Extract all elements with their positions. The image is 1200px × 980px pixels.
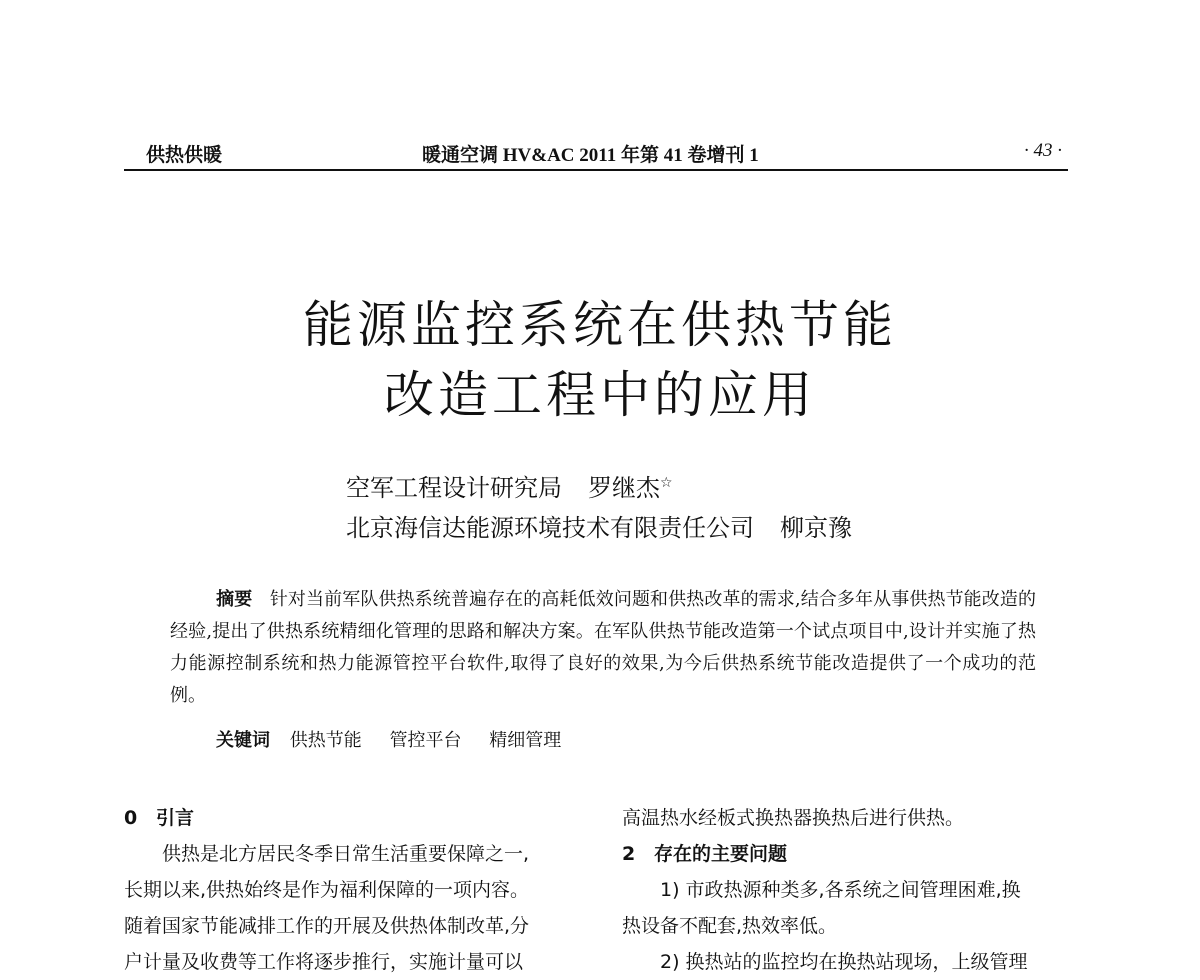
section-2-heading	[622, 836, 1082, 872]
paper-title-line-2: 改造工程中的应用	[384, 366, 816, 424]
header-section: 供热供暖	[146, 144, 223, 166]
author-2-affiliation: 北京海信达能源环境技术有限责任公司	[346, 514, 754, 542]
author-2-name: 柳京豫	[780, 514, 852, 542]
keywords	[216, 726, 583, 752]
right-column	[622, 800, 1082, 980]
keyword-3: 精细管理	[489, 730, 562, 751]
header-page-number: · 43 ·	[1024, 140, 1062, 161]
author-2	[346, 508, 852, 543]
right-line-3: 2) 换热站的监控均在换热站现场，上级管理	[660, 951, 1028, 973]
section-0-title: 引言	[156, 807, 195, 829]
running-header	[124, 138, 1068, 172]
header-journal: 暖通空调 HV&AC 2011 年第 41 卷增刊 1	[422, 145, 759, 166]
left-column	[124, 800, 582, 980]
left-line-1: 供热是北方居民冬季日常生活重要保障之一,	[162, 843, 530, 865]
right-line-1: 1) 市政热源种类多,各系统之间管理困难,换	[660, 879, 1021, 901]
section-2-title: 存在的主要问题	[654, 843, 788, 865]
author-1-name: 罗继杰	[588, 474, 660, 502]
section-0-number: 0	[124, 807, 138, 829]
right-continued-line: 高温热水经板式换热器换热后进行供热。	[622, 807, 965, 829]
header-rule	[124, 169, 1068, 171]
left-line-3: 随着国家节能减排工作的开展及供热体制改革,分	[124, 915, 530, 937]
abstract	[170, 584, 1036, 712]
paper-title-line-1: 能源监控系统在供热节能	[303, 296, 897, 354]
section-0-heading	[124, 800, 582, 836]
abstract-label: 摘要	[216, 589, 253, 610]
keyword-2: 管控平台	[389, 730, 462, 751]
keyword-1: 供热节能	[289, 730, 362, 751]
section-2-number: 2	[622, 843, 636, 865]
left-line-2: 长期以来,供热始终是作为福利保障的一项内容。	[124, 879, 530, 901]
author-1-affiliation: 空军工程设计研究局	[346, 474, 562, 502]
author-1-mark: ☆	[660, 475, 673, 491]
left-line-4: 户计量及收费等工作将逐步推行，实施计量可以	[124, 951, 524, 973]
author-1	[346, 468, 673, 503]
keywords-label: 关键词	[216, 730, 270, 751]
abstract-text: 针对当前军队供热系统普遍存在的高耗低效问题和供热改革的需求,结合多年从事供热节能改造的经验,提出了供热系统精细化管理的思路和解决方案。在军队供热节能改造第一个试点项目中,设计并实施了热力能源控制系统和热力能源管控平台软件,取得了良好的效果,为今后供热系统节能改造提供了一个成功的范例。	[170, 589, 1037, 706]
right-line-2: 热设备不配套,热效率低。	[622, 915, 838, 937]
